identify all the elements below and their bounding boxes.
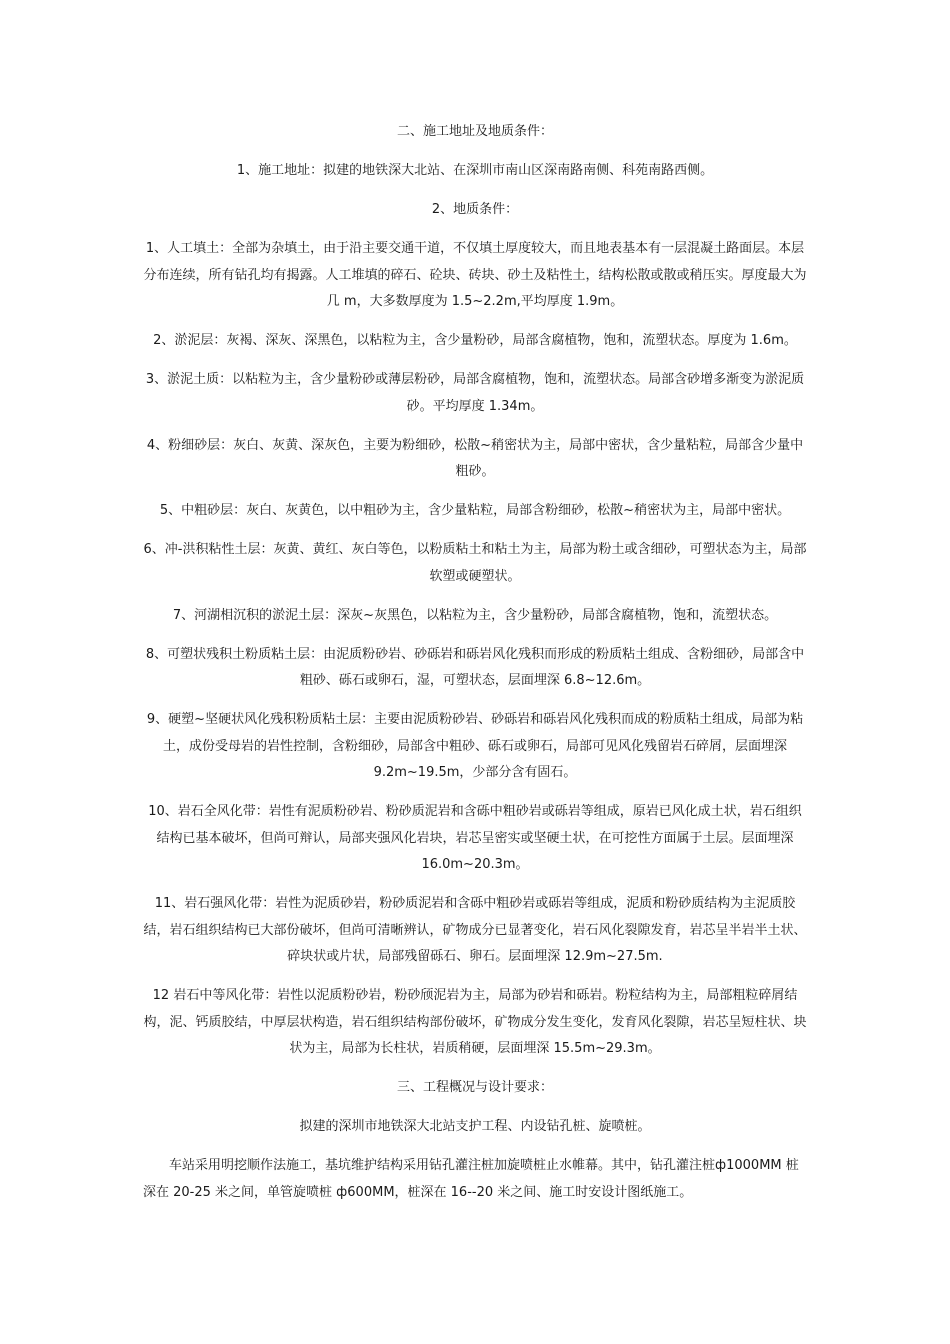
section-heading-site-geology: 二、施工地址及地质条件： (396, 124, 553, 139)
paragraph-layer-8: 8、可塑状残积土粉质粘土层：由泥质粉砂岩、砂砾岩和砾岩风化残积而形成的粉质粘土组成、含粉细砂，局部含中粗砂、砾石或卵石，湿，可塑状态，层面埋深 6.8~12.6m。 (145, 646, 805, 688)
paragraph-layer-6: 6、冲-洪积粘性土层：灰黄、黄红、灰白等色，以粉质粘土和粘土为主，局部为粉土或含细砂，可塑状态为主，局部软塑或硬塑状。 (143, 542, 807, 584)
paragraph-layer-7: 7、河湖相沉积的淤泥土层：深灰~灰黑色，以粘粒为主，含少量粉砂，局部含腐植物，饱和，流塑状态。 (172, 607, 778, 623)
paragraph-layer-10: 10、岩石全风化带：岩性有泥质粉砂岩、粉砂质泥岩和含砾中粗砂岩或砾岩等组成，原岩已风化成土状，岩石组织结构已基本破坏，但尚可辩认，局部夹强风化岩块，岩芯呈密实或坚硬土状，在可挖性方面属于土层。层面埋深 16.0m~20.3m。 (148, 804, 802, 872)
paragraph-layer-11: 11、岩石强风化带：岩性为泥质砂岩，粉砂质泥岩和含砾中粗砂岩或砾岩等组成，泥质和粉砂质结构为主泥质胶结，岩石组织结构已大部份破坏，但尚可清晰辨认，矿物成分已显著变化，岩石风化裂隙发育，岩芯呈半岩半土状、碎块状或片状，局部残留砾石、卵石。层面埋深 12.9m~27.5m. (143, 896, 807, 964)
document-body (143, 119, 807, 1206)
section-heading-project-overview: 三、工程概况与设计要求： (396, 1080, 553, 1095)
paragraph-layer-12: 12 岩石中等风化带：岩性以泥质粉砂岩，粉砂颀泥岩为主，局部为砂岩和砾岩。粉粒结构为主，局部粗粒碎屑结构，泥、钙质胶结，中厚层状构造，岩石组织结构部份破坏，矿物成分发生变化，发育风化裂隙，岩芯呈短柱状、块状为主，局部为长柱状，岩质稍硬，层面埋深 15.5m~29.3m。 (143, 988, 807, 1056)
paragraph-layer-3: 3、淤泥土质：以粘粒为主，含少量粉砂或薄层粉砂，局部含腐植物，饱和，流塑状态。局部含砂增多渐变为淤泥质砂。平均厚度 1.34m。 (145, 372, 805, 414)
paragraph-layer-9: 9、硬塑~坚硬状风化残积粉质粘土层：主要由泥质粉砂岩、砂砾岩和砾岩风化残积而成的粉质粘土组成，局部为粘土，成份受母岩的岩性控制，含粉细砂，局部含中粗砂、砾石或卵石，局部可见风化残留岩石碎屑，层面埋深 9.2m~19.5m，少部分含有固石。 (146, 712, 804, 780)
paragraph-construction-method: 车站采用明挖顺作法施工，基坑维护结构采用钻孔灌注桩加旋喷桩止水帷幕。其中，钻孔灌注桩ф1000MM 桩深在 20-25 米之间，单管旋喷桩 ф600MM，桩深在 16--20 米之间、施工时安设计图纸施工。 (143, 1158, 799, 1200)
paragraph-layer-2: 2、淤泥层：灰褐、深灰、深黑色，以粘粒为主，含少量粉砂，局部含腐植物，饱和，流塑状态。厚度为 1.6m。 (153, 333, 797, 348)
paragraph-project-summary: 拟建的深圳市地铁深大北站支护工程、内设钻孔桩、旋喷桩。 (299, 1119, 651, 1134)
paragraph-site-address: 1、施工地址：拟建的地铁深大北站、在深圳市南山区深南路南侧、科苑南路西侧。 (236, 163, 714, 178)
paragraph-layer-1: 1、人工填土：全部为杂填土，由于沿主要交通干道，不仅填土厚度较大，而且地表基本有一层混凝土路面层。本层分布连续，所有钻孔均有揭露。人工堆填的碎石、砼块、砖块、砂土及粘性土，结构松散或散或稍压实。厚度最大为几 m，大多数厚度为 1.5~2.2m,平均厚度 1.9m。 (143, 241, 807, 309)
paragraph-layer-5: 5、中粗砂层：灰白、灰黄色，以中粗砂为主，含少量粘粒，局部含粉细砂，松散~稍密状为主，局部中密状。 (159, 503, 791, 518)
paragraph-geology-heading: 2、地质条件： (431, 202, 519, 217)
paragraph-layer-4: 4、粉细砂层：灰白、灰黄、深灰色，主要为粉细砂，松散~稍密状为主，局部中密状，含少量粘粒，局部含少量中粗砂。 (146, 437, 804, 479)
